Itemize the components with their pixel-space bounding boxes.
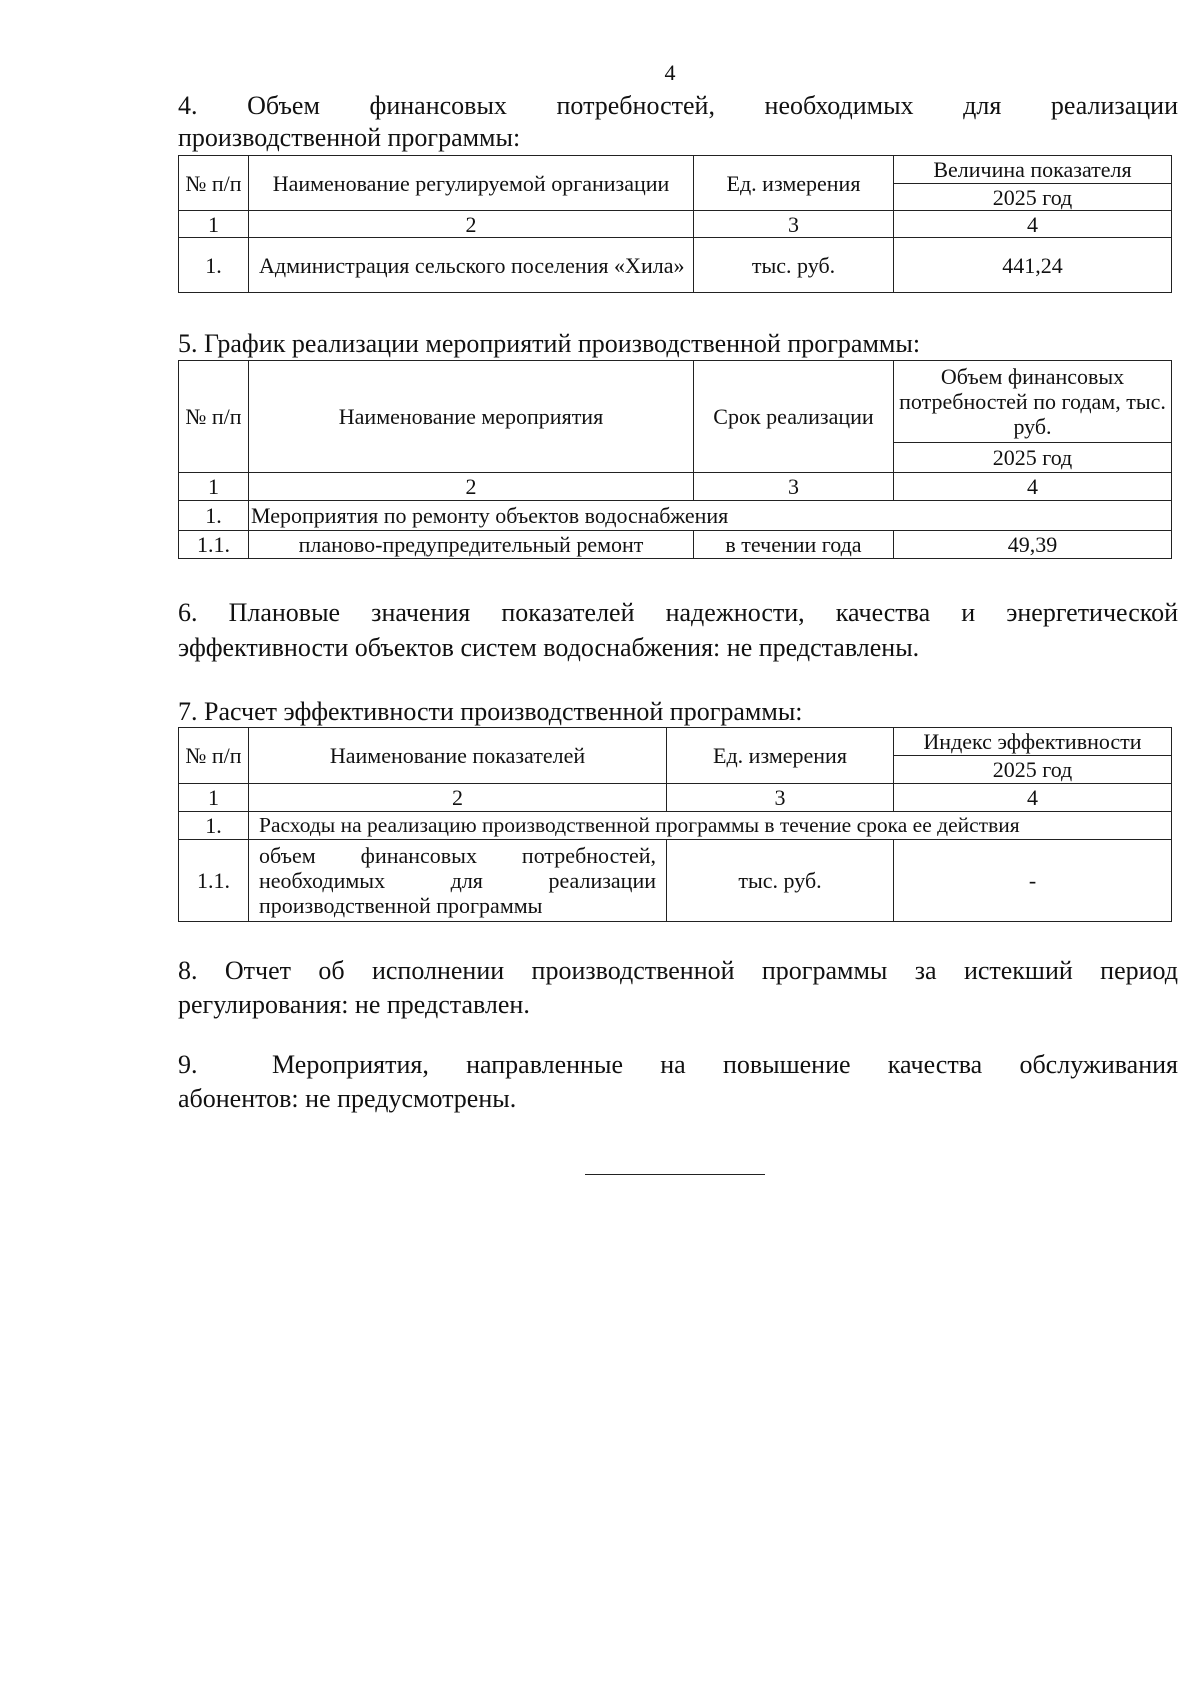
end-rule	[585, 1174, 765, 1175]
header-unit: Ед. измерения	[667, 728, 894, 784]
header-num: № п/п	[179, 361, 249, 473]
table-group-row	[179, 812, 1172, 840]
header-unit: Ед. измерения	[694, 156, 894, 211]
row-value: 49,39	[894, 531, 1172, 559]
col-index: 1	[179, 784, 249, 812]
table-row	[179, 531, 1172, 559]
row-num: 1.1.	[179, 531, 249, 559]
table-row	[179, 238, 1172, 293]
row-num: 1.	[179, 238, 249, 293]
col-index: 2	[249, 784, 667, 812]
row-unit: тыс. руб.	[667, 840, 894, 922]
row-value: -	[894, 840, 1172, 922]
header-org-name: Наименование регулируемой организации	[249, 156, 694, 211]
header-year: 2025 год	[894, 756, 1172, 784]
financial-needs-table	[178, 155, 1172, 293]
col-index: 1	[179, 211, 249, 238]
col-index: 3	[694, 211, 894, 238]
col-index: 3	[667, 784, 894, 812]
section-6-line2: эффективности объектов систем водоснабжения: не представлены.	[178, 633, 920, 662]
section-8-line2: регулирования: не представлен.	[178, 990, 530, 1019]
col-index: 4	[894, 211, 1172, 238]
row-value: 441,24	[894, 238, 1172, 293]
col-index: 2	[249, 473, 694, 501]
header-num: № п/п	[179, 728, 249, 784]
group-name: Мероприятия по ремонту объектов водоснабжения	[249, 501, 1172, 531]
group-num: 1.	[179, 501, 249, 531]
schedule-table	[178, 360, 1172, 559]
page-number: 4	[664, 60, 676, 85]
row-org-name: Администрация сельского поселения «Хила»	[249, 238, 694, 293]
row-name-line: производственной программы	[259, 893, 543, 918]
header-year: 2025 год	[894, 443, 1172, 473]
section-5-heading: 5. График реализации мероприятий производственной программы:	[178, 329, 921, 358]
header-event-name: Наименование мероприятия	[249, 361, 694, 473]
row-indicator-name	[249, 840, 667, 922]
row-term: в течении года	[694, 531, 894, 559]
header-value: Величина показателя	[894, 156, 1172, 184]
header-year: 2025 год	[894, 184, 1172, 211]
section-8-line1: 8. Отчет об исполнении производственной программы за истекший период	[178, 956, 1178, 985]
efficiency-table	[178, 727, 1172, 922]
row-unit: тыс. руб.	[694, 238, 894, 293]
section-9-line1: 9. Мероприятия, направленные на повышение качества обслуживания	[178, 1050, 1178, 1079]
row-name-line: необходимых для реализации	[259, 868, 656, 893]
section-4-heading: 4. Объем финансовых потребностей, необходимых для реализации	[178, 91, 1178, 120]
col-index: 3	[694, 473, 894, 501]
section-6-line1: 6. Плановые значения показателей надежности, качества и энергетической	[178, 598, 1178, 627]
col-index: 4	[894, 473, 1172, 501]
header-index: Индекс эффективности	[894, 728, 1172, 756]
col-index: 2	[249, 211, 694, 238]
section-7-heading: 7. Расчет эффективности производственной программы:	[178, 697, 803, 726]
header-num: № п/п	[179, 156, 249, 211]
row-name-line: объем финансовых потребностей,	[259, 843, 656, 868]
col-index: 4	[894, 784, 1172, 812]
section-4-heading-cont: производственной программы:	[178, 123, 521, 152]
table-group-row	[179, 501, 1172, 531]
row-num: 1.1.	[179, 840, 249, 922]
header-indicator-name: Наименование показателей	[249, 728, 667, 784]
section-9-line2: абонентов: не предусмотрены.	[178, 1084, 517, 1113]
header-volume: Объем финансовых потребностей по годам, тыс. руб.	[894, 361, 1172, 443]
col-index: 1	[179, 473, 249, 501]
header-term: Срок реализации	[694, 361, 894, 473]
table-row	[179, 840, 1172, 922]
group-num: 1.	[179, 812, 249, 840]
row-event-name: планово-предупредительный ремонт	[249, 531, 694, 559]
group-name: Расходы на реализацию производственной программы в течение срока ее действия	[249, 812, 1172, 840]
